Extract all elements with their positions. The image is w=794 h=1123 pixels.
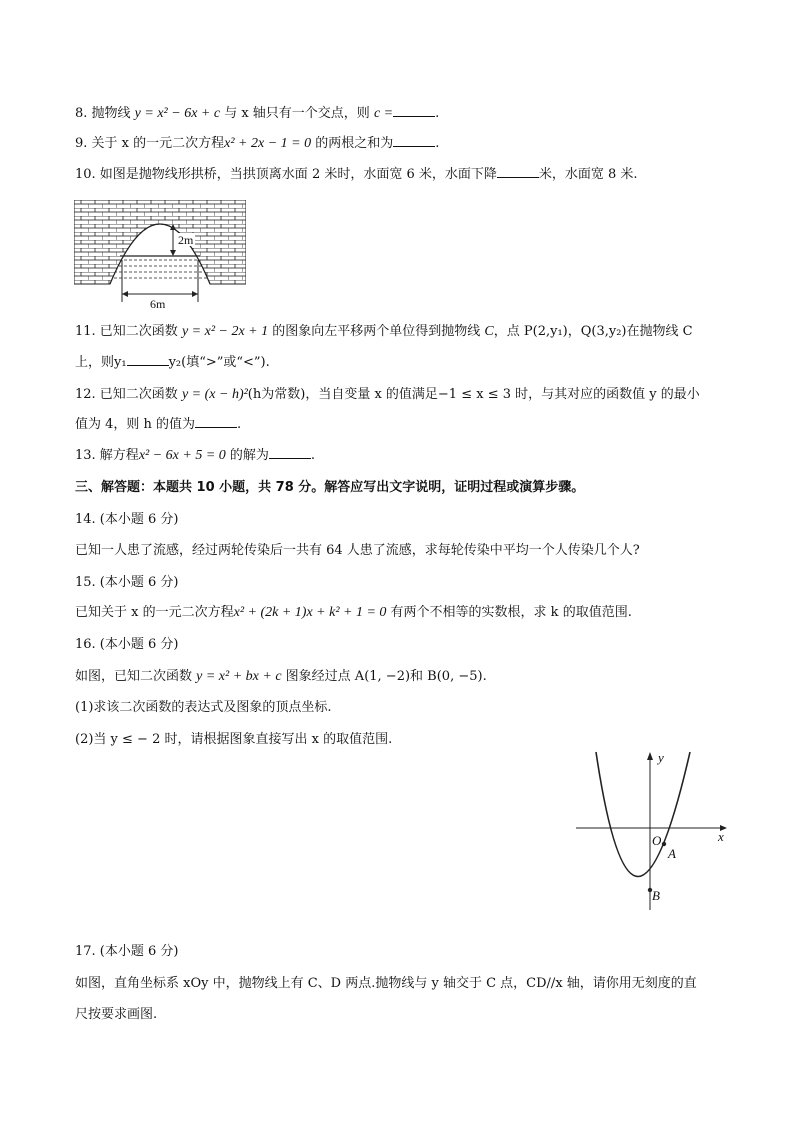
equation: y = x² − 2x + 1 <box>181 324 269 339</box>
width-label: 6m <box>150 297 166 310</box>
height-label: 2m <box>178 233 194 247</box>
question-10: 10. 如图是抛物线形拱桥，当拱顶离水面 2 米时，水面宽 6 米，水面下降 米，水面宽 8 米. <box>75 167 638 182</box>
question-15-body: 已知关于 x 的一元二次方程x² + (2k + 1)x + k² + 1 = 0 有两个不相等的实数根，求 k 的取值范围. <box>75 605 632 620</box>
question-8: 8. 抛物线 y = x² − 6x + c 与 x 轴只有一个交点，则 c = . <box>75 106 440 121</box>
arch-bridge-figure <box>74 200 246 310</box>
question-16-part-1: (1)求该二次函数的表达式及图象的顶点坐标. <box>75 700 332 715</box>
answer-blank[interactable] <box>393 134 435 147</box>
x-axis-label: x <box>718 829 724 844</box>
question-16-heading: 16. (本小题 6 分) <box>75 637 179 652</box>
point-b-label: B <box>652 888 660 903</box>
parabola-figure <box>572 748 734 918</box>
answer-blank[interactable] <box>497 165 539 178</box>
equation: y = x² − 6x + c <box>134 106 221 121</box>
answer-blank[interactable] <box>393 104 435 117</box>
question-16-body: 如图，已知二次函数 y = x² + bx + c 图象经过点 A(1, −2)和 B(0, −5). <box>75 669 487 684</box>
question-16-part-2: (2)当 y ≤ − 2 时，请根据图象直接写出 x 的取值范围. <box>75 732 393 747</box>
question-9: 9. 关于 x 的一元二次方程x² + 2x − 1 = 0 的两根之和为 . <box>75 136 440 151</box>
question-11-line-2: 上，则y₁ y₂(填“>”或“<”). <box>75 355 270 370</box>
equation: y = x² + bx + c <box>196 669 282 684</box>
equation: y = (x − h)² <box>181 387 248 402</box>
equation: x² + 2x − 1 = 0 <box>224 136 312 151</box>
question-15-heading: 15. (本小题 6 分) <box>75 575 179 590</box>
y-axis-label: y <box>658 750 664 765</box>
origin-label: O <box>652 833 662 848</box>
question-17-heading: 17. (本小题 6 分) <box>75 944 179 959</box>
point-a-label: A <box>668 846 676 861</box>
question-12-line-1: 12. 已知二次函数 y = (x − h)²(h为常数)，当自变量 x 的值满足−1 ≤ x ≤ 3 时，与其对应的函数值 y 的最小 <box>75 387 700 402</box>
point-a <box>662 842 666 846</box>
equation: x² − 6x + 5 = 0 <box>138 448 226 463</box>
question-14-body: 已知一人患了流感，经过两轮传染后一共有 64 人患了流感，求每轮传染中平均一个人传染几个人? <box>75 543 640 558</box>
answer-blank[interactable] <box>127 353 169 366</box>
answer-blank[interactable] <box>195 415 237 428</box>
question-17-line-2: 尺按要求画图. <box>75 1007 158 1022</box>
equation: x² + (2k + 1)x + k² + 1 = 0 <box>233 605 387 620</box>
question-14-heading: 14. (本小题 6 分) <box>75 512 179 527</box>
section-3-heading: 三、解答题：本题共 10 小题，共 78 分。解答应写出文字说明，证明过程或演算步骤。 <box>75 480 585 495</box>
question-17-line-1: 如图，直角坐标系 xOy 中，抛物线上有 C、D 两点.抛物线与 y 轴交于 C 点，CD//x 轴，请你用无刻度的直 <box>75 976 697 991</box>
question-13: 13. 解方程x² − 6x + 5 = 0 的解为 . <box>75 448 316 463</box>
question-12-line-2: 值为 4，则 h 的值为 . <box>75 417 242 432</box>
answer-blank[interactable] <box>269 446 311 459</box>
question-11-line-1: 11. 已知二次函数 y = x² − 2x + 1 的图象向左平移两个单位得到抛物线 C，点 P(2,y₁)，Q(3,y₂)在抛物线 C <box>75 324 693 339</box>
